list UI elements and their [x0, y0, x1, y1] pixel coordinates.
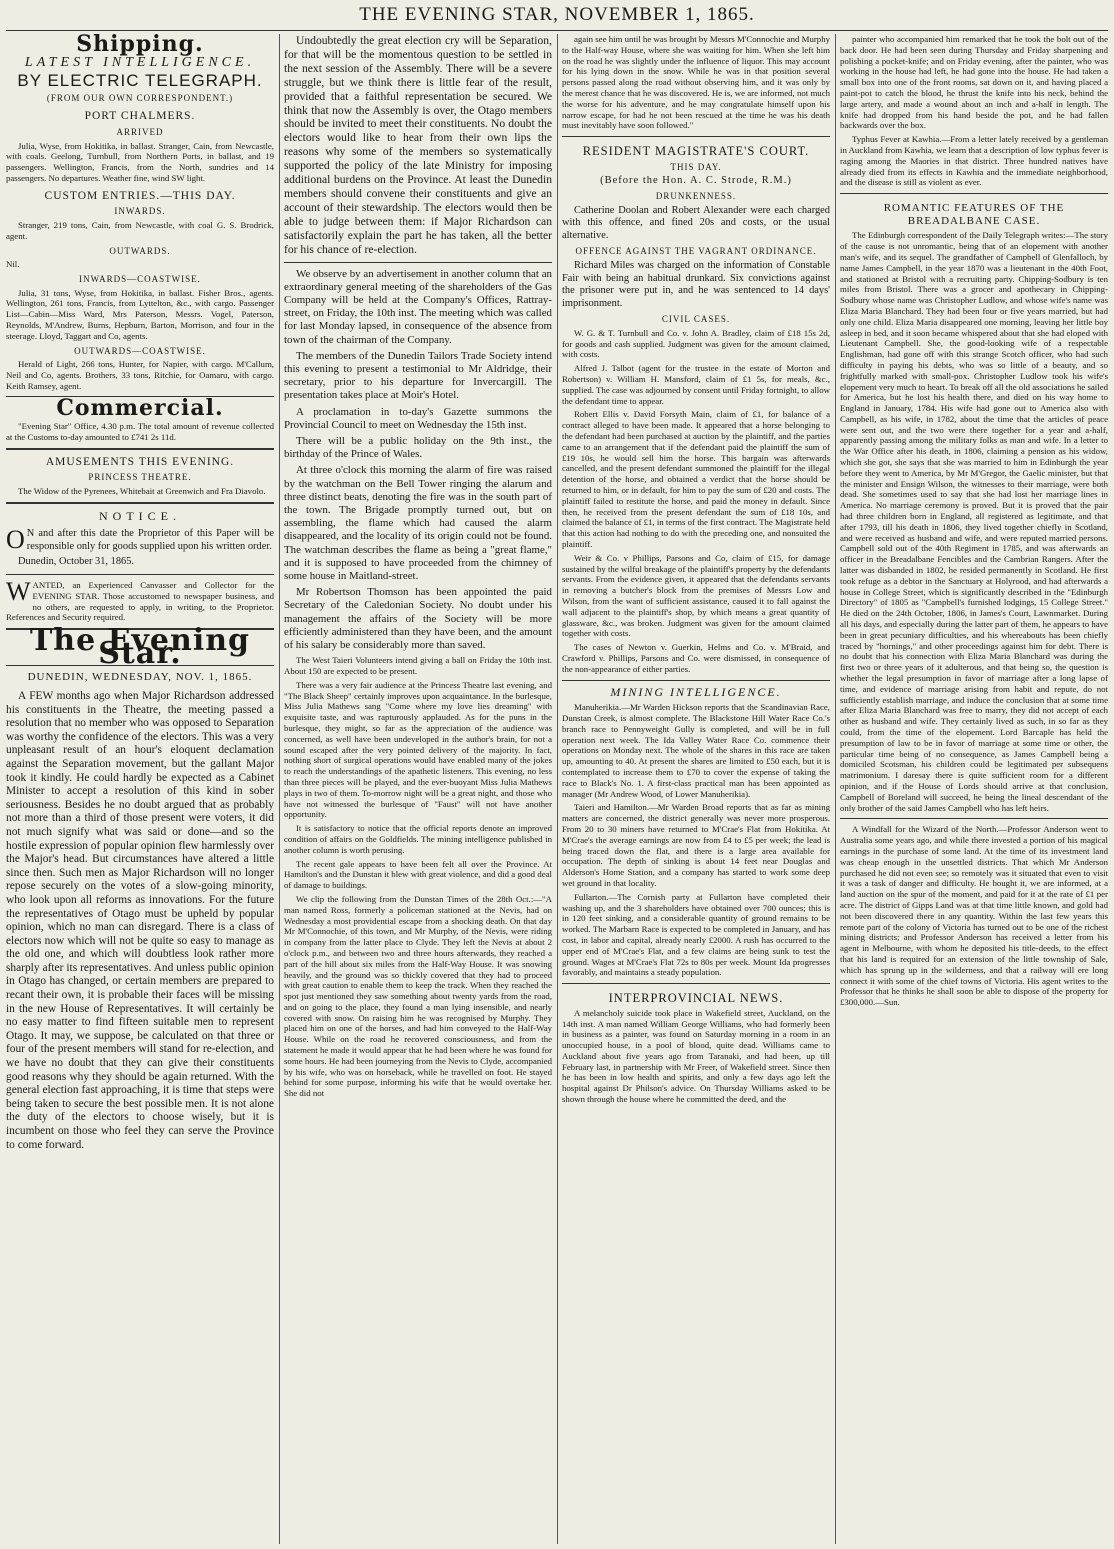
drunkenness-label: DRUNKENNESS.: [655, 190, 737, 201]
paragraph: Undoubtedly the great election cry will be Separation, for that will be the momentous question to be settled in the next session of the Assembly. There will be a severe struggle, but we think there is little fear of the result, provided that a faithful representation be secured. We think that now the Assembly is over, the Otago members should be invited to meet their constituents. No doubt the electors would like to hear from their own lips the reasons why some of the members so systematically supported the policy of the late Ministry for imposing additional burdens on the Province. At least the Dunedin members should convene their constituents and give an account of their stewardship. The electors would then be able to judge between them: if Major Richardson can satisfactorily explain the part he has taken, all the better for his chance of re-election.: [284, 34, 552, 256]
arrived-label: ARRIVED: [116, 126, 164, 137]
paragraph: We clip the following from the Dunstan Times of the 28th Oct.:—"A man named Ross, formerly a policeman stationed at the Nevis, had on Wednesday a most providential escape from a shocking death. On that day Mr M'Connochie, of this town, and Mr Murphy, of the Nevis, were riding in company from the latter place to Clyde. They left the Nevis at about 2 o'clock p.m., and between two and three hours afterwards, they reached a part of the hill about six miles from the Half-Way House. It was snowing heavily, and the ground was so thickly covered that they had to proceed with great caution to enable them to keep the track. When they reached the spot just mentioned they saw something about twenty yards from the road, and on going to the place, they found a man lying insensible, and nearly covered with snow. On raising him he was recognised by Murphy. They placed him on one of the horses, and had him conveyed to the Half-Way House. While on the road he recovered consciousness, and from the statement he made it would appear that he had been where he was found for some hours. He had been journeying from the Nevis to Clyde, accompanied by his wife, who was on horseback, while he travelled on foot. He stayed behind for some purpose, informing his wife that he would overtake her. She did not: [284, 893, 552, 1099]
divider: [562, 136, 830, 137]
telegraph-heading: BY ELECTRIC TELEGRAPH.: [17, 71, 263, 91]
paragraph: Taieri and Hamilton.—Mr Warden Broad reports that as far as mining matters are concerned, the district generally was never more prosperous. From 20 to 30 miners have returned to M'Crae's Flat from Hokitika. At M'Crae's the average earnings are now from £4 to £5 per week; the lead is being traced down the flat, and there is a large area available for occupation. The depth of sinking is about 14 feet near Douglas and Alderson's Home Station, and a company has started to work some deep wet ground in that locality.: [562, 802, 830, 888]
vagrant-label: OFFENCE AGAINST THE VAGRANT ORDINANCE.: [575, 246, 817, 257]
masthead: THE EVENING STAR, NOVEMBER 1, 1865.: [359, 4, 755, 25]
romantic-heading: ROMANTIC FEATURES OF THE BREADALBANE CASE.: [883, 202, 1065, 227]
latest-heading: LATEST INTELLIGENCE.: [24, 54, 256, 70]
coastwise-in-text: Julia, 31 tons, Wyse, from Hokitika, in ballast. Fisher Bros., agents. Wellington, 261 tons, Francis, from Lyttelton, &c., with cargo. Passenger List—Cabin—Miss Ward, Mrs Paterson, Messrs. Vogel, Paterson, Reynolds, M'Andrew, Burns, Hepburn, Barton, Morrison, and four in the steerage. Lloyd, Taggart and Co, agents.: [6, 287, 274, 341]
correspondent-note: (FROM OUR OWN CORRESPONDENT.): [46, 92, 234, 103]
divider: [840, 193, 1108, 194]
paragraph: The Edinburgh correspondent of the Daily Telegraph writes:—The story of the cause is not unromantic, being that of an elopement with another man's wife, and its sequel. The grandfather of Campbell of Glenfalloch, by name James Campbell, in the year 1870 was a lieutenant in the 40th Foot, and stationed at Bristol with a recruiting party. Chipping-Sodbury is ten miles from Bristol. There was a grocer and apothecary in Chipping-Sodbury whose name was Christopher Ludlow, and whose wife's name was Eliza Maria Blanchard. They had been four or five years married, but had only one child. Eliza Maria disappeared one morning, leaving her little boy asleep in bed, and it soon became whispered about that she had eloped with Lieutenant Campbell. She, the good-looking wife of a respectable Englishman, had gone off with this strange Scotch officer, who had such difficulty in paying his debts, who was so little of a beauty, and so frightfully marked with small-pox. Christopher Ludlow took his wife's elopement very much to heart. To break off all the old associations he sailed for America, but he lost his health there, and died on his way home to England in January, 1784. His wife had gone out to America also with Campbell, as his wife, in 1782, about the time that the articles of peace were sent out, and the two were there together for a year and a-half, apparently passing among the military folks as man and wife. In a letter to the War Office after his death, in 1806, claiming a pension as his widow, which she got, she says that she was married to him in Edinburgh the year before they went to America, by Mr M'Gregor, the Gaelic minister, but that the minister and Ensign Wilson, the witnesses to their marriage, were both dead. She sometimes used to say that she had lost her marriage lines in America. No marriage ceremony is proved. But it is proved that the pair had three children born in England, all registered as legitimate, and that after 1793, till his death in 1806, they lived together chiefly in Scotland, and were received as husband and wife, and were reputed married persons. Campbell sold out of the 40th Regiment in 1785, and was afterwards an officer in the Breadalbane Fencibles and the Cambrian Rangers. After the latter was disbanded in 1802, he resided permanently in Scotland. He first took refuge as a debtor in the Sanctuary at Holyrood, and had afterwards a house in College Street, which is significantly described in the "Edinburgh Directory" of 1805 as "Campbell's furnished lodgings, 15 College Street." He died on the 24th October, 1806, in James's Court, Lawnmarket. During all his days, and especially during the latter part of them, he appears to have been in great pecuniary difficulties, and his whereabouts has been chiefly traced by "hornings," and other proceedings against him for debt. There is no doubt that his connection with Eliza Maria Blanchard was during the first two or three years of it adulterous, and that being so, the question is whether the legal presumption in favor of marriage after a long lapse of time, and evidence of marriage arising from habit and repute, do not sufficiently establish marriage, and induce the conclusion that at some time after Eliza Maria Blanchard was free to marry, they did not accept of each other as husband and wife. They certainly lived as such, in so far as they could, from the time of the elopement. Lord Barcaple has held the presumption of law to be in favor of marriage at some time or other, the particular time being of no consequence, as James Campbell being a domiciled Scotsman, his children could be legitimated per subsequens matrimonium. I daresay there is quite sufficient room for a different opinion, and if the House of Lords should arrive at that conclusion, Campbell of Boreland will succeed, he being the lineal descendant of the only brother of the said James Campbell who has left heirs.: [840, 230, 1108, 813]
custom-heading: CUSTOM ENTRIES.—THIS DAY.: [44, 189, 236, 202]
paragraph: Alfred J. Talbot (agent for the trustee in the estate of Morton and Robertson) v. William H. Mansford, claim of £1 5s, for meals, &c., supplied. The case was adjourned by consent until Friday fortnight, to allow the defendant time to appear.: [562, 363, 830, 406]
paragraph: again see him until he was brought by Messrs M'Connochie and Murphy to the Half-way House, where she was waiting for him. When she left him on the road he was slightly under the influence of liquor. This may account for his lying down in the snow. While he was in that position several persons passed along the road without observing him, and it was only by the merest chance that he was discovered. He is, we are informed, not much the worse for his adventure, and he may congratulate himself upon his narrow escape, for had he not been rescued at the time he was his death must inevitably have soon followed.": [562, 34, 830, 131]
paragraph: The members of the Dunedin Tailors Trade Society intend this evening to present a testimonial to Mr Aldridge, their secretary, prior to his departure for Invercargill. The presentation takes place at Moir's Hotel.: [284, 349, 552, 402]
wanted-ad: WANTED, an Experienced Canvasser and Collector for the EVENING STAR. Those accustomed to newspaper business, and no others, are requested to apply, in writing, to the Proprietor. References and Security required.: [6, 577, 274, 623]
paragraph: There was a very fair audience at the Princess Theatre last evening, and "The Black Sheep" certainly improves upon acquaintance. In the burlesque, Miss Julia Mathews sang "Come where my love lies dreaming" with exquisite taste, and was rapturously applauded. As for the puns in the burlesque, they might, so far as the appreciation of the audience was concerned, as well have been undeveloped in the author's brain, for not a sound escaped after the very pointed delivery of the majority. In fact, nothing short of surgical operations would have enabled many of the jokes to reach the understandings of the apathetic listeners. This evening, no less than three pieces will be played, and the ever-buoyant Miss Julia Mathews plays in two of them. To-morrow night will be a great night, and those who have not witnessed the burlesque of "Faust" will not have another opportunity.: [284, 679, 552, 820]
princess-label: PRINCESS THEATRE.: [88, 472, 192, 483]
amusements-heading: AMUSEMENTS THIS EVENING.: [45, 455, 235, 468]
paragraph: There will be a public holiday on the 9th inst., the birthday of the Prince of Wales.: [284, 434, 552, 461]
coastwise-out-text: Herald of Light, 266 tons, Hunter, for Napier, with cargo. M'Callum, Neil and Co, agents. Brothers, 33 tons, Ritchie, for Oamaru, with cargo. Keith Ramsey, agent.: [6, 359, 274, 391]
port-heading: PORT CHALMERS.: [84, 110, 196, 123]
column-3: [562, 34, 830, 1544]
mining-heading: MINING INTELLIGENCE.: [610, 684, 782, 699]
column-divider: [557, 34, 558, 1544]
paragraph: A Windfall for the Wizard of the North.—Professor Anderson went to Australia some years ago, and while there invested a portion of his magical earnings in the purchase of some land. At the time of its investment land was cheap enough in the unsettled districts. That which Mr Anderson purchased he did not even see; so remotely was it situated that even to visit it was a task of danger and difficulty. He bought it, we are informed, at a land auction on the spur of the moment, and paid for it at the rate of £1 per acre. The district of Gipps Land was at that time little known, and gold had not been discovered there in any quantity. Within the last few years this remote part of the colony of Victoria has turned out to be one of the richest mining districts; and Professor Anderson has received a letter from his agent in Melbourne, with whom he deposited his title-deeds, to the effect that his land is required for an extension of the little township of Sale, which has sprung up in the wilderness, and that a railway will ere long connect it with some of the chief towns of Victoria. His agent writes to the Professor that he thinks he shall soon be able to dispose of the property for £300,000.—Sun.: [840, 824, 1108, 1008]
paper-title: The Evening Star.: [29, 623, 251, 671]
paragraph: Manuherikia.—Mr Warden Hickson reports that the Scandinavian Race, Dunstan Creek, is almost complete. The Blackstone Hill Water Race Co.'s branch race to Pennyweight Gully is completed, and will be in full operation next week. The Ida Valley Water Race Co. commence their operations on Monday next. The whole of the shares in this race are taken up, amounting to 40. At present the shares are limited to £50 each, but it is contemplated to increase them to £70 to cover the expense of taking the race to Black's No. 1. A first-class practical man has been appointed as manager (Mr Andrew Wood, of Lower Manuherikia).: [562, 702, 830, 799]
lead-article: A FEW months ago when Major Richardson addressed his constituents in the Theatre, the meeting passed a resolution that no member who was opposed to Separation was worthy the confidence of the electors. This was a very unpleasant result of an hour's eloquent declamation against the Separation movement, but the gallant Major took it kindly. He could hardly be expected as a Cabinet Minister to accept a resolution of this kind in sober seriousness. Besides he no doubt argued that as probably not more than a third of those present were voters, it did not much signify what was said or done—and so the hostile expression of popular opinion flew harmlessly over the Major's head. But circumstances have altered a little since then. Such men as Major Richardson will no longer repose securely on the votes of a slow-going minority, who look upon all reforms as innovations. For the future the representatives of Otago must be upheld by popular opinion, which no man can disregard. There is a class of electors now which will not be quite so easy to manage as the old one, and which will doubtless look rather more sharply after its representatives. And unless public opinion in Otago has changed, or certain members are prepared to recant their own, it is probable their faces will be missing in the new House of Representatives. It will certainly be no easy matter to find fifteen suitable men to represent Otago. It may, we suppose, be calculated on that three or four of the present members will stand for re-election, and we have no doubt that they can give their constituents good reasons why they should be again returned. With the general election fast approaching, it is time that steps were being taken to secure the best possible men. It is not alone the duty of the electors to choose wisely, but it is incumbent on those who feel they can serve the Province to come forward.: [6, 690, 274, 1151]
paragraph: The West Taieri Volunteers intend giving a ball on Friday the 10th inst. About 150 are expected to be present.: [284, 655, 552, 676]
notice-heading: NOTICE.: [99, 508, 181, 523]
paragraph: It is satisfactory to notice that the official reports denote an improved condition of affairs on the Goldfields. The mining intelligence published in another column is worth perusing.: [284, 823, 552, 855]
coastwise-out-label: OUTWARDS—COASTWISE.: [74, 345, 206, 356]
outwards-label: OUTWARDS.: [109, 245, 171, 256]
top-rule: [6, 30, 1108, 31]
paragraph: The recent gale appears to have been felt all over the Province. At Hamilton's and the Dunstan it blew with great violence, and did a good deal of damage to buildings.: [284, 858, 552, 891]
notice-signature: Dunedin, October 31, 1865.: [18, 556, 135, 568]
coastwise-in-label: INWARDS—COASTWISE.: [79, 273, 201, 284]
divider: [6, 448, 274, 450]
before-label: (Before the Hon. A. C. Strode, R.M.): [600, 175, 792, 187]
paragraph: Mr Robertson Thomson has been appointed the paid Secretary of the Caledonian Society. No doubt under his management the affairs of the Society will be more efficiently administered than they have been, and the amount of his salary be considerably more than saved.: [284, 586, 552, 651]
paragraph: Richard Miles was charged on the information of Constable Fair with being an habitual drunkard. Six convictions against the prisoner were put in, and he was sentenced to 14 days' imprisonment.: [562, 259, 830, 309]
column-divider: [279, 34, 280, 1544]
divider: [562, 983, 830, 984]
shipping-heading: Shipping.: [76, 34, 204, 57]
paragraph: A proclamation in to-day's Gazette summons the Provincial Council to meet on Wednesday the 15th inst.: [284, 405, 552, 431]
divider: [6, 502, 274, 504]
this-day-label: THIS DAY.: [670, 161, 722, 172]
paragraph: A melancholy suicide took place in Wakefield street, Auckland, on the 14th inst. A man named William George Williams, who had formerly been in business as a painter, was found on Saturday morning in a room in an unoccupied house, in a pool of blood, quite dead. Williams came to Auckland about five years ago from Taranaki, and had been, up till February last, in partnership with Mr Freer, of Wakefield street. Since then he has been in low health and spirits, and only a few days ago left the hospital against Dr Philson's advice. On Thursday Williams asked to be shown through the house where he committed the deed, and the: [562, 1007, 830, 1105]
divider: [284, 262, 552, 263]
inwards-label: INWARDS.: [114, 206, 166, 217]
paragraph: Catherine Doolan and Robert Alexander were each charged with this offence, and fined 20s and costs, or the usual alternative.: [562, 204, 830, 241]
wanted-dropcap: W: [6, 577, 31, 607]
paragraph: Typhus Fever at Kawhia.—From a letter lately received by a gentleman in Auckland from Kawhia, we learn that a description of low typhus fever is raging among the Maories in that district. Three hundred natives have already died from its effects in Kawhia and the immediate neighborhood, and the disease is still as violent as ever.: [840, 134, 1108, 188]
commercial-heading: Commercial.: [56, 395, 224, 422]
paragraph: We observe by an advertisement in another column that an extraordinary general meeting of the shareholders of the Gas Company will be held at the Company's Offices, Rattray-street, on Friday, the 10th inst. The meeting which was called for last Monday lapsed, in consequence of the absence from town of the chairman of the Company.: [284, 267, 552, 346]
column-2: [284, 34, 552, 1544]
divider: [6, 574, 274, 575]
column-divider: [835, 34, 836, 1544]
paragraph: Weir & Co. v Phillips, Parsons and Co, claim of £15, for damage sustained by the wilful breakage of the plaintiff's property by the defendants servants. From the evidence given, it appeared that the defendants servants in removing a butcher's block from the premises of Messrs Low and Wilson, from the want of sufficient assistance, caused it to fall against the wall adjacent to the plaintiff's shop, by which means a great quantity of glassware, &c., was broken. Judgment was given for the amount claimed together with costs.: [562, 552, 830, 639]
commercial-text: "Evening Star" Office, 4.30 p.m. The total amount of revenue collected at the Customs to-day amounted to £741 2s 11d.: [6, 421, 274, 442]
rm-court-heading: RESIDENT MAGISTRATE'S COURT.: [582, 144, 810, 159]
paragraph: painter who accompanied him remarked that he took the bolt out of the back door. He had been seen during Thursday and Friday sharpening and polishing a pocket-knife; and on Friday evening, after the painter, who was working in the house had left, he had gone into the house. He had taken a small box into one of the front rooms, sat down on it, and having placed a paint-pot to catch the blood, he thrust the knife into his neck, behind the large artery, and made a wound about an inch and a-half in length. The knife had dropped from his hand beside the pot, and he had fallen backwards over the box.: [840, 34, 1108, 131]
paragraph: Fullarton.—The Cornish party at Fullarton have completed their washing up, and the 3 shareholders have obtained over 700 ounces; this is in 120 feet sinking, and a considerable quantity of ground remains to be worked. The Marbarn Race is expected to be completed in January, and has cost, in labor and capital, already nearly £2000. A rush has occurred to the upper end of M'Crae's Flat, and a few claims are being sunk to test the ground. Wages at M'Crae's Flat 72s to 80s per week. Mount Ida progresses favorably, and maintains a steady population.: [562, 891, 830, 978]
civil-label: CIVIL CASES.: [661, 314, 731, 325]
paragraph: The cases of Newton v. Guerkin, Helms and Co. v. M'Braid, and Crawford v. Phillips, Parsons and Co. were dismissed, in consequence of the non-appearance of either parties.: [562, 642, 830, 674]
column-4: [840, 34, 1108, 1544]
interprovincial-heading: INTERPROVINCIAL NEWS.: [608, 991, 784, 1006]
amusements-text: The Widow of the Pyrenees, Whitebait at Greenwich and Fra Diavolo.: [18, 485, 266, 496]
inwards-text: Stranger, 219 tons, Cain, from Newcastle, with coal G. S. Brodrick, agent.: [6, 219, 274, 241]
divider: [840, 818, 1108, 819]
paragraph: At three o'clock this morning the alarm of fire was raised by the watchman on the Bell Tower ringing the alarum and three distinct beats, denoting the fire was in the south part of the town. The Brigade promptly turned out, but on assembling, the flame which had caused the alarm disappeared, and the locality of its origin could not be found. The watchman describes the flame as being a "great flame," and it is supposed to have proceeded from the chimney of some house in Maitland-street.: [284, 464, 552, 582]
notice-text: O N and after this date the Proprietor of this Paper will be responsible only for goods supplied upon his written order.: [6, 525, 274, 555]
dateline: DUNEDIN, WEDNESDAY, NOV. 1, 1865.: [27, 671, 253, 684]
column-1: [6, 34, 274, 1544]
paragraph: W. G. & T. Turnbull and Co. v. John A. Bradley, claim of £18 15s 2d, for goods and cash supplied. Judgment was given for the amount claimed, with costs.: [562, 327, 830, 360]
nil-text: Nil.: [6, 259, 20, 270]
paragraph: Robert Ellis v. David Forsyth Main, claim of £1, for balance of a contract alleged to have been made. It appeared that a horse belonging to the defendant had been purchased at auction by the plaintiff, and the parties came to an arrangement that if the defendant paid the plaintiff the sum of £19 10s, he would sell him the horse. This bargain was afterwards cancelled, and the present defendant summoned the plaintiff for the illegal detention of the horse, and obtained a verdict that the horse should be returned to him, or in default, for him to pay the sum of £20 and costs. The plaintiff failed to restitute the horse, and paid the money in default. Since then, he received from the present defendant the sum of £18 10s, and claimed the balance of £1, in terms of the first contract. The Magistrate held that this action had nothing to do with the preceding one, and nonsuited the plaintiff.: [562, 409, 830, 550]
notice-dropcap: O: [6, 525, 25, 555]
arrivals-text: Julia, Wyse, from Hokitika, in ballast. Stranger, Cain, from Newcastle, with coals. Geelong, Turnbull, from Northern Ports, in ballast, and 19 passengers. Wellington, Francis, from the North, sundries and 14 passengers. No departures. Weather fine, wind SW light.: [6, 140, 274, 183]
divider: [562, 680, 830, 681]
